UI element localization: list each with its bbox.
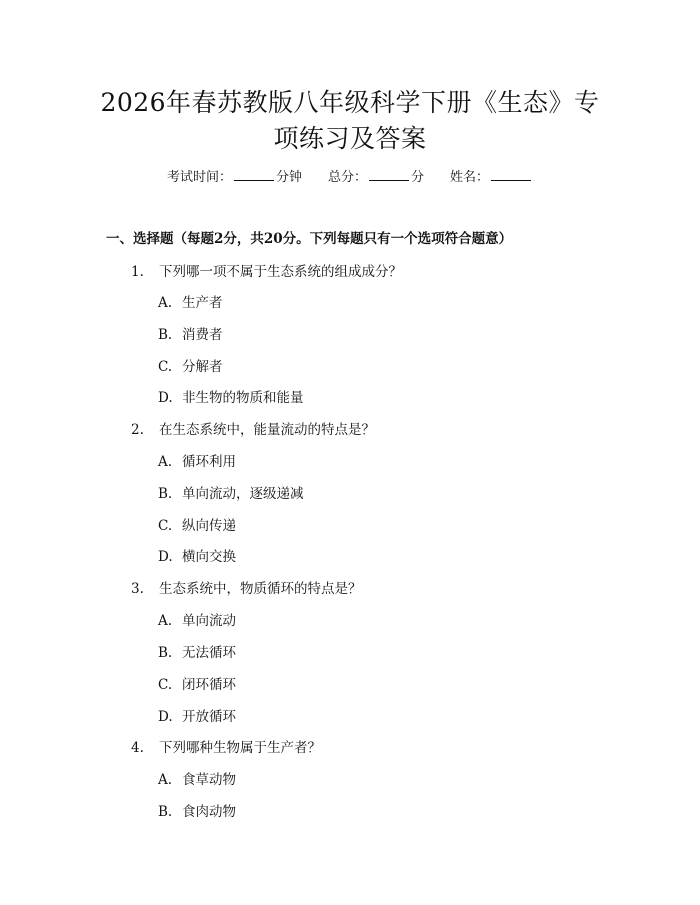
exam-time-field	[167, 168, 302, 188]
total-score-blank	[369, 168, 409, 181]
option-letter: B.	[158, 327, 173, 343]
question-1-option-a	[158, 293, 223, 313]
question-number: 2.	[131, 422, 144, 438]
option-text: 循环利用	[182, 454, 236, 470]
question-2-option-c	[158, 516, 236, 536]
option-letter: C.	[158, 677, 173, 693]
question-text: 生态系统中，物质循环的特点是？	[159, 581, 362, 597]
question-1-option-c	[158, 357, 223, 377]
question-1-option-d	[158, 388, 304, 408]
question-3-option-b	[158, 643, 236, 663]
exam-time-label: 考试时间：	[166, 170, 232, 185]
question-text: 下列哪种生物属于生产者？	[159, 740, 321, 756]
option-text: 消费者	[182, 327, 223, 343]
option-letter: C.	[158, 359, 173, 375]
total-score-label: 总分：	[327, 170, 367, 185]
question-3	[131, 579, 362, 599]
option-text: 横向交换	[182, 549, 236, 565]
option-letter: A.	[158, 454, 173, 470]
question-text: 下列哪一项不属于生态系统的组成成分？	[159, 264, 402, 280]
option-text: 闭环循环	[182, 677, 236, 693]
question-number: 4.	[131, 740, 144, 756]
document-title-line-1: 2026年春苏教版八年级科学下册《生态》专	[100, 88, 600, 117]
question-2-option-d	[158, 547, 236, 567]
option-text: 生产者	[182, 295, 223, 311]
question-3-option-d	[158, 707, 236, 727]
question-4	[131, 738, 321, 758]
option-text: 分解者	[182, 359, 223, 375]
option-letter: D.	[158, 709, 173, 725]
exam-time-blank	[234, 168, 274, 181]
option-text: 食草动物	[182, 772, 236, 788]
student-name-blank	[491, 168, 531, 181]
option-text: 开放循环	[182, 709, 236, 725]
question-2-option-a	[158, 452, 236, 472]
option-letter: B.	[158, 804, 173, 820]
question-2-option-b	[158, 484, 304, 504]
student-name-label: 姓名：	[450, 170, 490, 185]
option-letter: A.	[158, 772, 173, 788]
exam-time-unit: 分钟	[275, 170, 302, 185]
option-text: 纵向传递	[182, 518, 236, 534]
option-text: 单向流动	[182, 613, 236, 629]
option-text: 非生物的物质和能量	[182, 390, 304, 406]
option-text: 食肉动物	[182, 804, 236, 820]
question-4-option-b	[158, 802, 236, 822]
question-1	[131, 262, 402, 282]
total-score-field	[328, 168, 424, 188]
exam-info-row	[0, 168, 700, 188]
question-1-option-b	[158, 325, 223, 345]
total-score-unit: 分	[411, 170, 425, 185]
option-letter: B.	[158, 645, 173, 661]
question-3-option-a	[158, 611, 236, 631]
student-name-field	[450, 168, 533, 188]
option-text: 单向流动，逐级递减	[182, 486, 304, 502]
option-letter: D.	[158, 549, 173, 565]
option-text: 无法循环	[182, 645, 236, 661]
option-letter: B.	[158, 486, 173, 502]
document-title-line-2: 项练习及答案	[273, 124, 427, 153]
question-number: 3.	[131, 581, 144, 597]
question-2	[131, 420, 375, 440]
question-text: 在生态系统中，能量流动的特点是？	[159, 422, 375, 438]
option-letter: A.	[158, 613, 173, 629]
option-letter: A.	[158, 295, 173, 311]
option-letter: D.	[158, 390, 173, 406]
option-letter: C.	[158, 518, 173, 534]
section-heading: 一、选择题（每题2分，共20分。下列每题只有一个选项符合题意）	[106, 231, 513, 247]
question-4-option-a	[158, 770, 236, 790]
question-3-option-c	[158, 675, 236, 695]
question-number: 1.	[131, 264, 144, 280]
